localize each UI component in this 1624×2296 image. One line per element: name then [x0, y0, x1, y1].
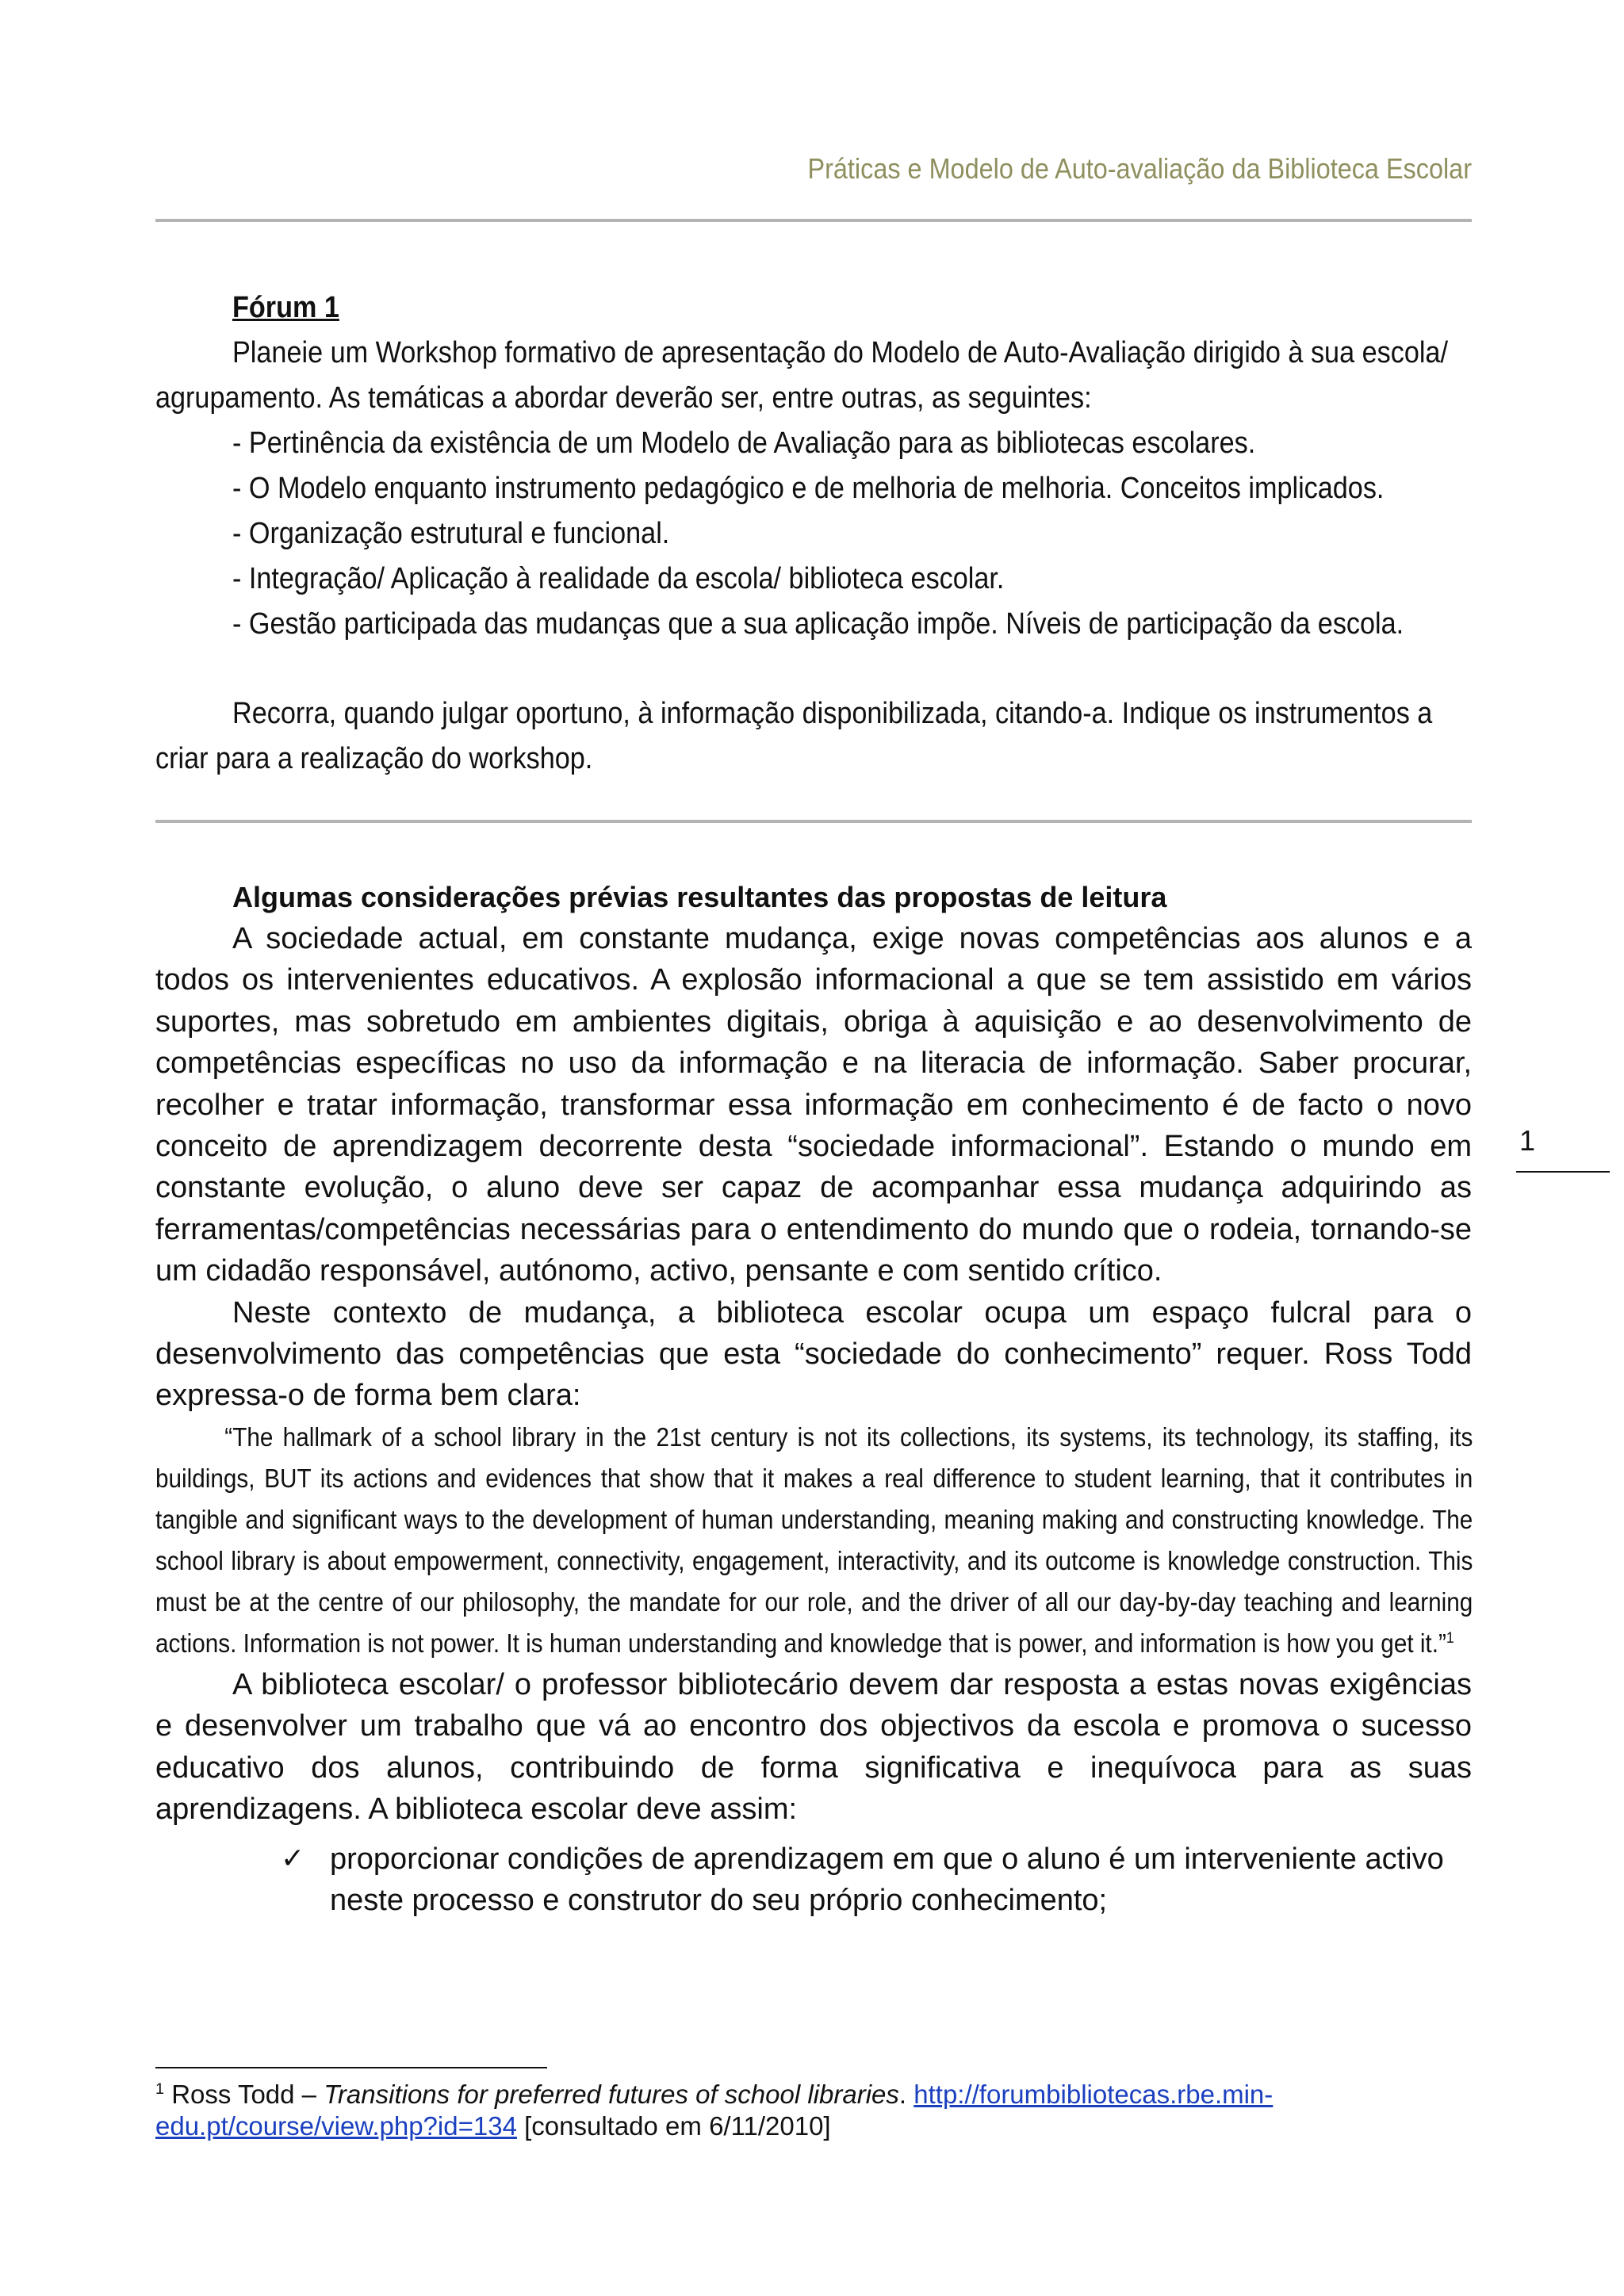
checkmark-icon: ✓ — [281, 1842, 305, 1875]
checklist — [155, 1839, 1472, 1922]
footnote-author: Ross Todd – — [171, 2080, 324, 2109]
footnote — [155, 2079, 1472, 2142]
forum-closing-line: Recorra, quando julgar oportuno, à informação disponibilizada, citando-a. Indique os instrumentos a — [232, 697, 1433, 730]
header-rule — [155, 219, 1472, 222]
footnote-separator — [155, 2067, 547, 2068]
footnote-link[interactable]: http://forumbibliotecas.rbe.min-edu.pt/course/view.php?id=134 — [155, 2080, 1274, 2141]
forum-line: agrupamento. As temáticas a abordar deverão ser, entre outras, as seguintes: — [155, 381, 1092, 415]
footnote-reference[interactable]: 1 — [1446, 1628, 1454, 1647]
topic-item: - Gestão participada das mudanças que a sua aplicação impõe. Níveis de participação da escola. — [232, 607, 1404, 641]
footnote-suffix: [consultado em 6/11/2010] — [516, 2111, 831, 2141]
quote-body: “The hallmark of a school library in the 21st century is not its collections, its systems, its technology, its staffing, its buildings, BUT its actions and evidences that show that it makes a real difference to student learning, that it contributes in tangible and significant ways to the development of human understanding, meaning making and constructing knowledge. The school library is about empowerment, connectivity, engagement, interactivity, and its outcome is knowledge construction. This must be at the centre of our philosophy, the mandate for our role, and the driver of all our day-by-day teaching and learning actions. Information is not power. It is human understanding and knowledge that is power, and information is how you get it.” — [155, 1422, 1473, 1658]
forum-line: Planeie um Workshop formativo de apresentação do Modelo de Auto-Avaliação dirigido à sua escola/ — [232, 336, 1448, 369]
footnote-separator-text: . — [898, 2080, 914, 2109]
spacer — [155, 647, 1472, 691]
footnote-marker: 1 — [155, 2080, 165, 2098]
section-heading: Algumas considerações prévias resultantes das propostas de leitura — [232, 881, 1167, 913]
forum-prompt — [155, 285, 1472, 782]
forum-title: Fórum 1 — [232, 291, 339, 324]
list-item — [281, 1839, 1472, 1922]
quote-text — [155, 1417, 1473, 1664]
topic-item: - O Modelo enquanto instrumento pedagógico e de melhoria de melhoria. Conceitos implicados. — [232, 472, 1385, 505]
footnote-title: Transitions for preferred futures of school libraries — [324, 2080, 899, 2109]
topic-item: - Pertinência da existência de um Modelo de Avaliação para as bibliotecas escolares. — [232, 427, 1256, 460]
paragraph: A sociedade actual, em constante mudança, exige novas competências aos alunos e a todos os intervenientes educativos. A explosão informacional a que se tem assistido em vários suportes, mas sobretudo em ambientes digitais, obriga à aquisição e ao desenvolvimento de competências específicas no uso da informação e na literacia de informação. Saber procurar, recolher e tratar informação, transformar essa informação em conhecimento é de facto o novo conceito de aprendizagem decorrente desta “sociedade informacional”. Estando o mundo em constante evolução, o aluno deve ser capaz de acompanhar essa mudança adquirindo as ferramentas/competências necessárias para o entendimento do mundo que o rodeia, tornando-se um cidadão responsável, autónomo, activo, pensante e com sentido crítico. — [155, 922, 1472, 1288]
block-quote — [155, 1417, 1472, 1664]
page-number-rule — [1516, 1171, 1610, 1173]
paragraph: Neste contexto de mudança, a biblioteca escolar ocupa um espaço fulcral para o desenvolvimento das competências que esta “sociedade do conhecimento” requer. Ross Todd expressa-o de forma bem clara: — [155, 1295, 1472, 1413]
topic-item: - Integração/ Aplicação à realidade da escola/ biblioteca escolar. — [232, 562, 1005, 595]
paragraph: A biblioteca escolar/ o professor bibliotecário devem dar resposta a estas novas exigências e desenvolver um trabalho que vá ao encontro dos objectivos da escola e promova o sucesso educativo dos alunos, contribuindo de forma significativa e inequívoca para as suas aprendizagens. A biblioteca escolar deve assim: — [155, 1667, 1472, 1827]
topic-item: - Organização estrutural e funcional. — [232, 517, 670, 550]
main-text — [155, 877, 1472, 1921]
section-rule — [155, 820, 1472, 823]
forum-closing-line: criar para a realização do workshop. — [155, 742, 593, 775]
list-item-text: proporcionar condições de aprendizagem em que o aluno é um interveniente activo neste processo e construtor do seu próprio conhecimento; — [330, 1842, 1444, 1917]
running-header: Práticas e Modelo de Auto-avaliação da Biblioteca Escolar — [807, 152, 1472, 185]
page-number: 1 — [1519, 1124, 1536, 1157]
